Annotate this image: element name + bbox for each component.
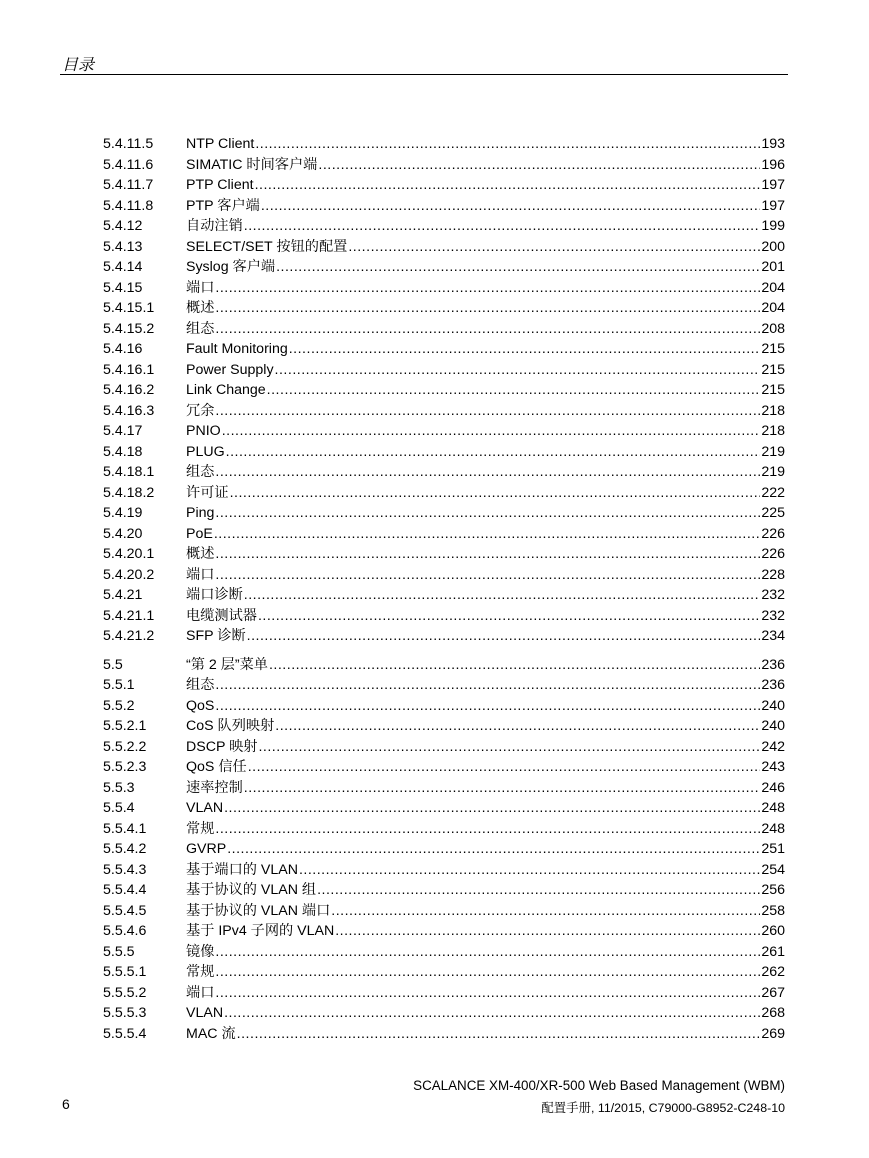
toc-dot-leader — [335, 921, 760, 942]
toc-section-number: 5.4.17 — [103, 423, 143, 439]
toc-entry[interactable] — [103, 216, 785, 237]
toc-section-number: 5.5.2.1 — [103, 718, 147, 734]
toc-entry[interactable] — [103, 421, 785, 442]
toc-section-title[interactable]: GVRP — [186, 841, 227, 857]
toc-entry[interactable] — [103, 839, 785, 860]
toc-page-number[interactable]: 262 — [761, 964, 785, 980]
toc-dot-leader — [215, 319, 760, 340]
toc-dot-leader — [230, 483, 761, 504]
toc-page-number[interactable]: 197 — [761, 177, 785, 193]
toc-page-number[interactable]: 204 — [761, 279, 785, 296]
toc-section-number: 5.4.11.8 — [103, 197, 154, 214]
toc-section-title[interactable]: CoS 队列映射 — [186, 718, 275, 734]
toc-section-number: 5.5.2.3 — [103, 759, 147, 775]
toc-dot-leader — [275, 360, 761, 381]
toc-entry[interactable] — [103, 655, 785, 676]
toc-dot-leader — [247, 626, 761, 647]
toc-page-number[interactable]: 267 — [761, 984, 785, 1001]
toc-dot-leader — [215, 462, 760, 483]
toc-entry[interactable] — [103, 798, 785, 819]
toc-section-title[interactable]: VLAN — [186, 800, 224, 816]
toc-page-number[interactable]: 219 — [761, 464, 785, 480]
toc-entry[interactable] — [103, 585, 785, 606]
toc-entry[interactable] — [103, 196, 785, 217]
toc-dot-leader — [331, 901, 760, 922]
toc-section-title[interactable]: NTP Client — [186, 136, 255, 152]
toc-entry[interactable] — [103, 606, 785, 627]
toc-entry[interactable] — [103, 319, 785, 340]
toc-page-number[interactable]: 219 — [761, 443, 785, 460]
toc-entry[interactable] — [103, 942, 785, 963]
toc-section-number: 5.4.18.2 — [103, 484, 155, 501]
toc-section-number: 5.5.5.2 — [103, 984, 147, 1001]
toc-page-number[interactable]: 226 — [761, 525, 785, 542]
toc-page-number[interactable]: 228 — [761, 566, 785, 583]
toc-section-title[interactable]: PNIO — [186, 423, 221, 439]
toc-section-title[interactable]: Link Change — [186, 382, 266, 398]
toc-page-number[interactable]: 197 — [761, 197, 785, 214]
toc-page-number[interactable]: 256 — [761, 882, 785, 898]
toc-dot-leader — [258, 737, 760, 758]
toc-entry[interactable] — [103, 921, 785, 942]
toc-section-title[interactable]: 端口 — [186, 566, 215, 583]
toc-dot-leader — [215, 983, 760, 1004]
toc-section-number: 5.5.5.4 — [103, 1025, 147, 1042]
table-of-contents — [103, 134, 785, 1044]
toc-entry[interactable] — [103, 1003, 785, 1024]
toc-dot-leader — [215, 298, 760, 319]
toc-section-title[interactable]: 组态 — [186, 677, 215, 693]
toc-page-number[interactable]: 215 — [761, 361, 785, 378]
toc-page-number[interactable]: 268 — [761, 1005, 785, 1021]
toc-dot-leader — [215, 962, 760, 983]
toc-entry[interactable] — [103, 757, 785, 778]
toc-dot-leader — [244, 585, 761, 606]
toc-section-title[interactable]: VLAN — [186, 1005, 224, 1021]
toc-section-title[interactable]: PoE — [186, 525, 213, 542]
toc-dot-leader — [317, 880, 760, 901]
toc-section-title[interactable]: “第 2 层”菜单 — [186, 656, 268, 673]
toc-section-title[interactable]: Fault Monitoring — [186, 341, 288, 357]
toc-section-number: 5.5.5 — [103, 943, 135, 960]
toc-page-number[interactable]: 254 — [761, 861, 785, 878]
toc-section-number: 5.5.1 — [103, 677, 135, 693]
toc-entry[interactable] — [103, 401, 785, 422]
toc-entry[interactable] — [103, 778, 785, 799]
toc-section-number: 5.5.4.4 — [103, 882, 147, 898]
toc-section-title[interactable]: PTP 客户端 — [186, 197, 260, 214]
toc-section-number: 5.4.16.1 — [103, 361, 155, 378]
toc-dot-leader — [269, 655, 760, 676]
toc-section-title[interactable]: 基于协议的 VLAN 组 — [186, 882, 317, 898]
toc-section-title[interactable]: QoS — [186, 697, 215, 714]
toc-entry[interactable] — [103, 696, 785, 717]
toc-section-number: 5.4.11.6 — [103, 156, 154, 173]
toc-section-number: 5.4.15 — [103, 279, 143, 296]
toc-page-number[interactable]: 240 — [761, 718, 785, 734]
toc-section-title[interactable]: 常规 — [186, 820, 215, 837]
toc-dot-leader — [237, 1024, 761, 1045]
toc-page-number[interactable]: 269 — [761, 1025, 785, 1042]
toc-section-title[interactable]: 组态 — [186, 464, 215, 480]
toc-section-number: 5.4.21.2 — [103, 628, 155, 644]
toc-entry[interactable] — [103, 716, 785, 737]
toc-page-number[interactable]: 218 — [761, 402, 785, 419]
toc-dot-leader — [215, 819, 760, 840]
toc-entry[interactable] — [103, 462, 785, 483]
toc-section-number: 5.5.4 — [103, 800, 135, 816]
toc-section-number: 5.4.21.1 — [103, 607, 155, 624]
toc-dot-leader — [255, 175, 761, 196]
toc-page-number[interactable]: 246 — [761, 779, 785, 796]
toc-dot-leader — [299, 860, 760, 881]
toc-section-number: 5.4.20.1 — [103, 546, 155, 562]
page-number: 6 — [62, 1096, 70, 1112]
toc-page-number[interactable]: 196 — [761, 156, 785, 173]
toc-entry[interactable] — [103, 1024, 785, 1045]
toc-entry[interactable] — [103, 675, 785, 696]
toc-section-title[interactable]: DSCP 映射 — [186, 738, 258, 755]
toc-dot-leader — [244, 216, 761, 237]
toc-entry[interactable] — [103, 360, 785, 381]
toc-entry[interactable] — [103, 880, 785, 901]
toc-dot-leader — [215, 278, 760, 299]
toc-section-number: 5.4.15.2 — [103, 320, 155, 337]
toc-section-title[interactable]: 电缆测试器 — [186, 607, 257, 624]
toc-page-number[interactable]: 243 — [761, 759, 785, 775]
toc-entry[interactable] — [103, 257, 785, 278]
toc-entry[interactable] — [103, 442, 785, 463]
toc-page-number[interactable]: 201 — [761, 259, 785, 275]
toc-dot-leader — [215, 942, 760, 963]
toc-entry[interactable] — [103, 626, 785, 647]
toc-dot-leader — [248, 757, 761, 778]
toc-page-number[interactable]: 260 — [761, 923, 785, 939]
toc-page-number[interactable]: 222 — [761, 484, 785, 501]
toc-section-number: 5.4.16.3 — [103, 402, 155, 419]
toc-section-title[interactable]: 镜像 — [186, 943, 215, 960]
toc-section-number: 5.5.4.3 — [103, 861, 147, 878]
toc-dot-leader — [261, 196, 760, 217]
toc-page-number[interactable]: 193 — [761, 136, 785, 152]
toc-dot-leader — [289, 339, 761, 360]
toc-page-number[interactable]: 215 — [761, 341, 785, 357]
toc-section-title[interactable]: Ping — [186, 505, 215, 521]
toc-section-title[interactable]: Power Supply — [186, 361, 274, 378]
toc-entry[interactable] — [103, 237, 785, 258]
toc-page-number[interactable]: 258 — [761, 902, 785, 919]
toc-entry[interactable] — [103, 380, 785, 401]
toc-section-number: 5.5 — [103, 656, 123, 673]
toc-section-number: 5.5.3 — [103, 779, 135, 796]
toc-page-number[interactable]: 232 — [761, 607, 785, 624]
toc-entry[interactable] — [103, 278, 785, 299]
toc-page-number[interactable]: 261 — [761, 943, 785, 960]
footer-product: SCALANCE XM-400/XR-500 Web Based Management (WBM) — [413, 1078, 785, 1093]
toc-section-title[interactable]: MAC 流 — [186, 1025, 236, 1042]
toc-page-number[interactable]: 242 — [761, 738, 785, 755]
toc-page-number[interactable]: 232 — [761, 587, 785, 603]
toc-page-number[interactable]: 248 — [761, 820, 785, 837]
toc-section-number: 5.5.4.5 — [103, 902, 147, 919]
toc-entry[interactable] — [103, 298, 785, 319]
toc-section-number: 5.4.12 — [103, 218, 143, 234]
toc-dot-leader — [215, 503, 760, 524]
toc-section-title[interactable]: SFP 诊断 — [186, 628, 246, 644]
toc-section-title[interactable]: 基于 IPv4 子网的 VLAN — [186, 923, 335, 939]
toc-page-number[interactable]: 234 — [761, 628, 785, 644]
toc-entry[interactable] — [103, 737, 785, 758]
toc-section-number: 5.4.20 — [103, 525, 143, 542]
toc-section-title[interactable]: 常规 — [186, 964, 215, 980]
toc-dot-leader — [215, 675, 760, 696]
toc-entry[interactable] — [103, 155, 785, 176]
toc-entry[interactable] — [103, 962, 785, 983]
toc-entry[interactable] — [103, 565, 785, 586]
toc-section-title[interactable]: 组态 — [186, 320, 215, 337]
toc-section-title[interactable]: 端口诊断 — [186, 587, 243, 603]
toc-page-number[interactable]: 200 — [761, 238, 785, 255]
toc-section-number: 5.4.11.5 — [103, 136, 154, 152]
toc-section-number: 5.4.14 — [103, 259, 143, 275]
toc-entry[interactable] — [103, 134, 785, 155]
toc-section-title[interactable]: 基于端口的 VLAN — [186, 861, 298, 878]
toc-section-number: 5.4.19 — [103, 505, 143, 521]
toc-page-number[interactable]: 236 — [761, 656, 785, 673]
toc-entry[interactable] — [103, 175, 785, 196]
toc-entry[interactable] — [103, 819, 785, 840]
toc-section-title[interactable]: PLUG — [186, 443, 225, 460]
toc-section-title[interactable]: 端口 — [186, 984, 215, 1001]
toc-entry[interactable] — [103, 901, 785, 922]
toc-section-number: 5.4.16.2 — [103, 382, 155, 398]
toc-page-number[interactable]: 225 — [761, 505, 785, 521]
toc-section-title[interactable]: 基于协议的 VLAN 端口 — [186, 902, 331, 919]
toc-dot-leader — [227, 839, 760, 860]
toc-page-number[interactable]: 199 — [761, 218, 785, 234]
toc-section-title[interactable]: 自动注销 — [186, 218, 243, 234]
toc-page-number[interactable]: 240 — [761, 697, 785, 714]
toc-section-title[interactable]: 冗余 — [186, 402, 215, 419]
toc-dot-leader — [267, 380, 761, 401]
toc-section-title[interactable]: 许可证 — [186, 484, 229, 501]
toc-section-title[interactable]: 概述 — [186, 546, 215, 562]
toc-dot-leader — [244, 778, 761, 799]
toc-section-number: 5.4.16 — [103, 341, 143, 357]
toc-entry[interactable] — [103, 503, 785, 524]
toc-dot-leader — [215, 544, 760, 565]
toc-section-number: 5.4.13 — [103, 238, 143, 255]
toc-dot-leader — [222, 421, 761, 442]
toc-section-number: 5.4.15.1 — [103, 300, 155, 316]
toc-dot-leader — [215, 565, 760, 586]
toc-page-number[interactable]: 251 — [761, 841, 785, 857]
toc-section-title[interactable]: QoS 信任 — [186, 759, 247, 775]
toc-dot-leader — [258, 606, 760, 627]
header-divider — [60, 74, 788, 75]
toc-dot-leader — [224, 798, 760, 819]
toc-entry[interactable] — [103, 339, 785, 360]
toc-section-number: 5.4.11.7 — [103, 177, 154, 193]
toc-page-number[interactable]: 215 — [761, 382, 785, 398]
toc-section-title[interactable]: SIMATIC 时间客户端 — [186, 156, 318, 173]
toc-page-number[interactable]: 204 — [761, 300, 785, 316]
toc-dot-leader — [215, 401, 760, 422]
toc-section-number: 5.4.18 — [103, 443, 143, 460]
toc-section-title[interactable]: Syslog 客户端 — [186, 259, 276, 275]
toc-section-number: 5.5.4.2 — [103, 841, 147, 857]
toc-section-number: 5.5.2.2 — [103, 738, 147, 755]
toc-dot-leader — [224, 1003, 760, 1024]
toc-entry[interactable] — [103, 544, 785, 565]
toc-section-title[interactable]: PTP Client — [186, 177, 254, 193]
toc-section-number: 5.5.4.6 — [103, 923, 147, 939]
toc-section-title[interactable]: 概述 — [186, 300, 215, 316]
toc-dot-leader — [226, 442, 761, 463]
toc-section-number: 5.4.20.2 — [103, 566, 155, 583]
toc-dot-leader — [215, 696, 760, 717]
toc-page-number[interactable]: 248 — [761, 800, 785, 816]
toc-entry[interactable] — [103, 860, 785, 881]
toc-entry[interactable] — [103, 524, 785, 545]
toc-page-number[interactable]: 226 — [761, 546, 785, 562]
toc-dot-leader — [255, 134, 760, 155]
running-header: 目录 — [62, 55, 95, 74]
toc-section-number: 5.5.5.1 — [103, 964, 147, 980]
toc-page-number[interactable]: 236 — [761, 677, 785, 693]
toc-section-number: 5.4.21 — [103, 587, 143, 603]
toc-dot-leader — [276, 257, 760, 278]
toc-dot-leader — [275, 716, 760, 737]
toc-dot-leader — [214, 524, 761, 545]
toc-page-number[interactable]: 208 — [761, 320, 785, 337]
toc-dot-leader — [348, 237, 760, 258]
toc-entry[interactable] — [103, 983, 785, 1004]
toc-section-title[interactable]: SELECT/SET 按钮的配置 — [186, 238, 348, 255]
footer-manual-info: 配置手册, 11/2015, C79000-G8952-C248-10 — [541, 1101, 785, 1115]
toc-section-title[interactable]: 端口 — [186, 279, 215, 296]
toc-section-number: 5.4.18.1 — [103, 464, 155, 480]
toc-section-number: 5.5.2 — [103, 697, 135, 714]
toc-entry[interactable] — [103, 483, 785, 504]
toc-dot-leader — [318, 155, 760, 176]
toc-section-number: 5.5.4.1 — [103, 820, 147, 837]
toc-section-title[interactable]: 速率控制 — [186, 779, 243, 796]
toc-section-number: 5.5.5.3 — [103, 1005, 147, 1021]
toc-page-number[interactable]: 218 — [761, 423, 785, 439]
